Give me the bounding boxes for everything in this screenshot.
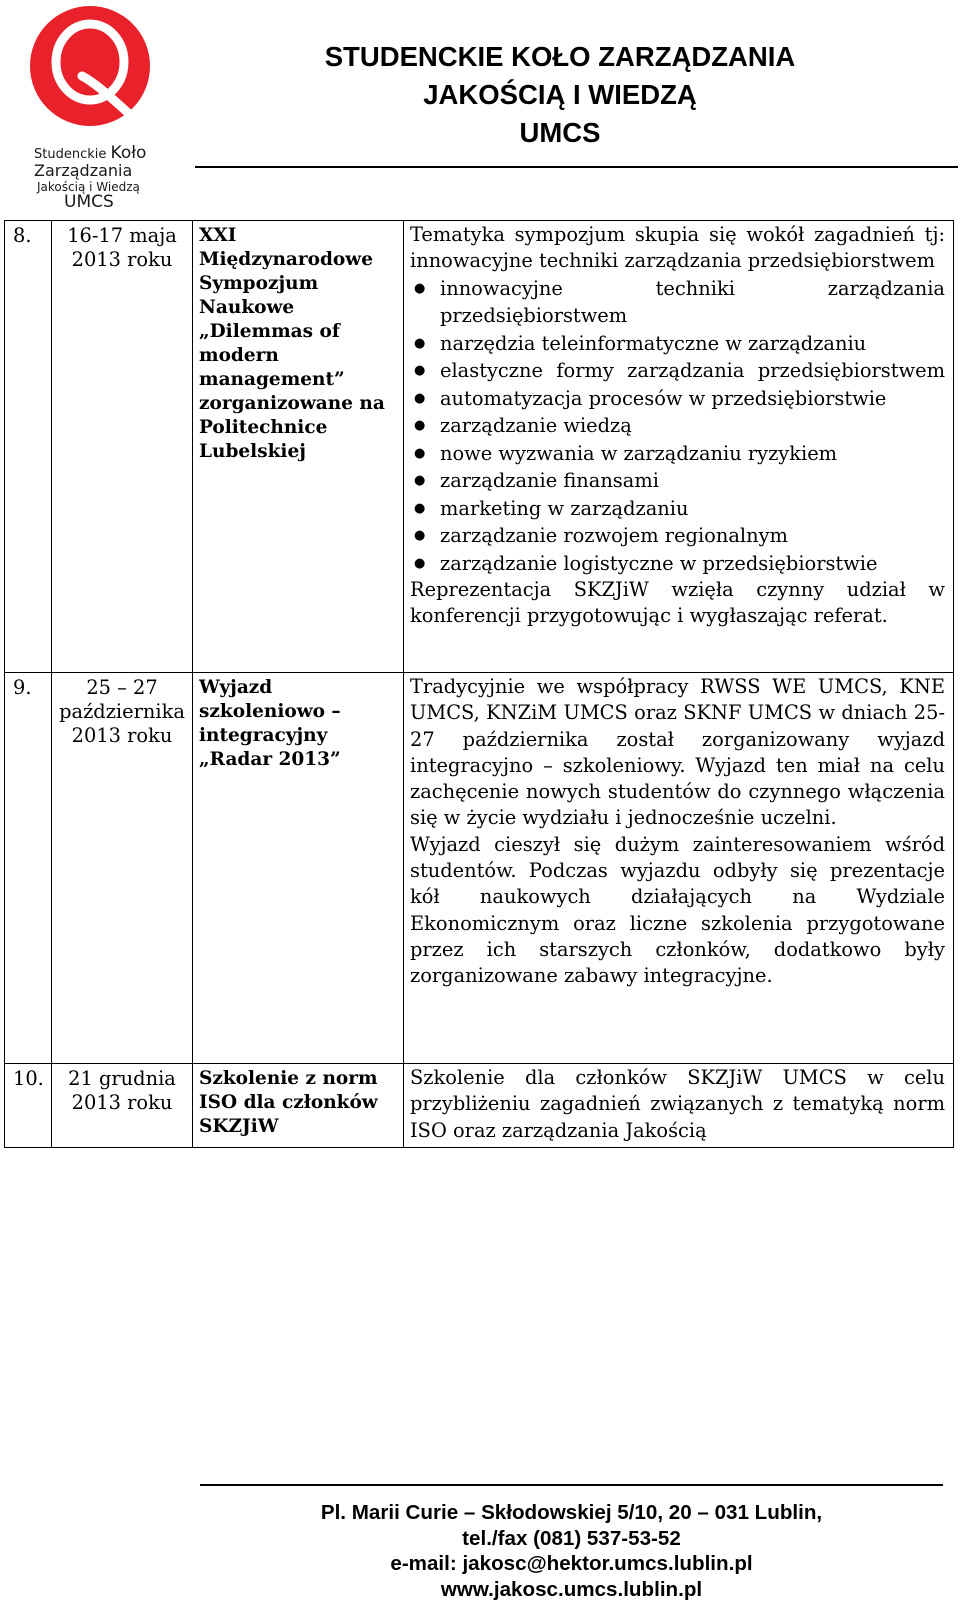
title-line: Politechnice (199, 417, 328, 438)
table-row (5, 221, 954, 673)
header-line1: STUDENCKIE KOŁO ZARZĄDZANIA (324, 41, 796, 72)
topics-list (410, 275, 945, 578)
logo-line4: UMCS (64, 192, 114, 212)
row-description (404, 221, 954, 673)
list-item-text: automatyzacja procesów w przedsiębiorstwie (440, 386, 887, 410)
title-line: Sympozjum (199, 273, 319, 294)
row-date: 25 – 27 października 2013 roku (52, 673, 193, 1064)
description-paragraph: Szkolenie dla członków SKZJiW UMCS w celu przybliżeniu zagadnień związanych z tematyką norm ISO oraz zarządzania Jakością (410, 1066, 945, 1142)
row-number: 9. (5, 673, 52, 1064)
list-item (410, 412, 945, 440)
table-row (5, 673, 954, 1064)
description-outro: Reprezentacja SKZJiW wzięła czynny udział w konferencji przygotowując i wygłaszając referat. (410, 578, 945, 628)
header-divider (195, 166, 958, 168)
title-line: Wyjazd (199, 677, 273, 698)
list-item (410, 495, 945, 523)
list-item (410, 357, 945, 385)
title-line: modern (199, 345, 279, 366)
logo-line1-small: Studenckie (34, 147, 107, 162)
bullet-icon: ● (414, 280, 426, 296)
row-description (404, 1064, 954, 1148)
list-item (410, 522, 945, 550)
title-line: Międzynarodowe (199, 249, 373, 270)
bullet-icon: ● (414, 363, 426, 379)
title-line: Szkolenie z norm (199, 1068, 378, 1089)
list-item (410, 330, 945, 358)
bullet-icon: ● (414, 473, 426, 489)
footer-website: www.jakosc.umcs.lublin.pl (440, 1577, 703, 1601)
description-intro: Tematyka sympozjum skupia się wokół zagadnień tj: innowacyjne techniki zarządzania przedsiębiorstwem (410, 223, 945, 273)
row-description (404, 673, 954, 1064)
header-line3: UMCS (519, 117, 601, 148)
footer-address: Pl. Marii Curie – Skłodowskiej 5/10, 20 – 031 Lublin, (320, 1501, 823, 1524)
list-item-text: innowacyjne techniki zarządzania przedsiębiorstwem (440, 276, 945, 328)
row-date: 16-17 maja 2013 roku (52, 221, 193, 673)
title-line: szkoleniowo – (199, 701, 341, 722)
bullet-icon: ● (414, 390, 426, 406)
table-row (5, 1064, 954, 1148)
title-line: ISO dla członków (199, 1092, 378, 1113)
title-line: zorganizowane na (199, 393, 385, 414)
footer-divider (200, 1484, 943, 1486)
list-item (410, 385, 945, 413)
list-item (410, 275, 945, 330)
bullet-icon: ● (414, 528, 426, 544)
description-paragraph: Tradycyjnie we współpracy RWSS WE UMCS, KNE UMCS, KNZiM UMCS oraz SKNF UMCS w dniach 25-27 października został zorganizowany wyjazd integracyjno – szkoleniowy. Wyjazd ten miał na celu zachęcenie nowych studentów do czynnego włączenia się w życie wydziału i jednocześnie uczelni. (410, 675, 945, 830)
list-item-text: elastyczne formy zarządzania przedsiębiorstwem (440, 359, 945, 383)
logo-wordmark (34, 145, 146, 211)
list-item-text: narzędzia teleinformatyczne w zarządzaniu (440, 331, 867, 355)
logo-line1-big: Koło (110, 143, 147, 163)
footer-phone: tel./fax (081) 537-53-52 (462, 1526, 681, 1550)
list-item-text: nowe wyzwania w zarządzaniu ryzykiem (440, 441, 838, 465)
list-item (410, 467, 945, 495)
title-line: „Radar 2013” (199, 749, 341, 770)
footer-contact (200, 1500, 943, 1602)
bullet-icon: ● (414, 418, 426, 434)
list-item (410, 440, 945, 468)
row-title (193, 221, 404, 673)
events-table (4, 220, 954, 1148)
document-header (195, 38, 925, 152)
row-number: 10. (5, 1064, 52, 1148)
list-item (410, 550, 945, 578)
list-item-text: marketing w zarządzaniu (440, 496, 689, 520)
description-paragraph: Wyjazd cieszył się dużym zainteresowaniem wśród studentów. Podczas wyjazdu odbyły się prezentacje kół naukowych działających na Wydziale Ekonomicznym oraz liczne szkolenia przygotowane przez ich starszych członków, dodatkowo były zorganizowane zabawy integracyjne. (410, 832, 945, 988)
list-item-text: zarządzanie logistyczne w przedsiębiorstwie (440, 551, 878, 575)
bullet-icon: ● (414, 445, 426, 461)
q-letter-logo-icon (22, 2, 162, 142)
list-item-text: zarządzanie wiedzą (440, 414, 632, 438)
title-line: „Dilemmas of (199, 321, 340, 342)
organization-logo (22, 2, 162, 210)
bullet-icon: ● (414, 555, 426, 571)
row-title (193, 1064, 404, 1148)
list-item-text: zarządzanie finansami (440, 469, 659, 493)
bullet-icon: ● (414, 335, 426, 351)
title-line: SKZJiW (199, 1116, 279, 1137)
title-line: XXI (199, 225, 237, 246)
bullet-icon: ● (414, 500, 426, 516)
footer-email: e-mail: jakosc@hektor.umcs.lublin.pl (390, 1552, 753, 1575)
list-item-text: zarządzanie rozwojem regionalnym (440, 524, 788, 548)
title-line: Lubelskiej (199, 441, 306, 462)
title-line: integracyjny (199, 725, 328, 746)
header-line2: JAKOŚCIĄ I WIEDZĄ (423, 79, 697, 110)
logo-line2: Zarządzania (34, 161, 133, 180)
logo-line3: Jakością i Wiedzą (37, 180, 140, 194)
row-title (193, 673, 404, 1064)
title-line: Naukowe (199, 297, 295, 318)
title-line: management” (199, 369, 345, 390)
row-number: 8. (5, 221, 52, 673)
row-date: 21 grudnia 2013 roku (52, 1064, 193, 1148)
